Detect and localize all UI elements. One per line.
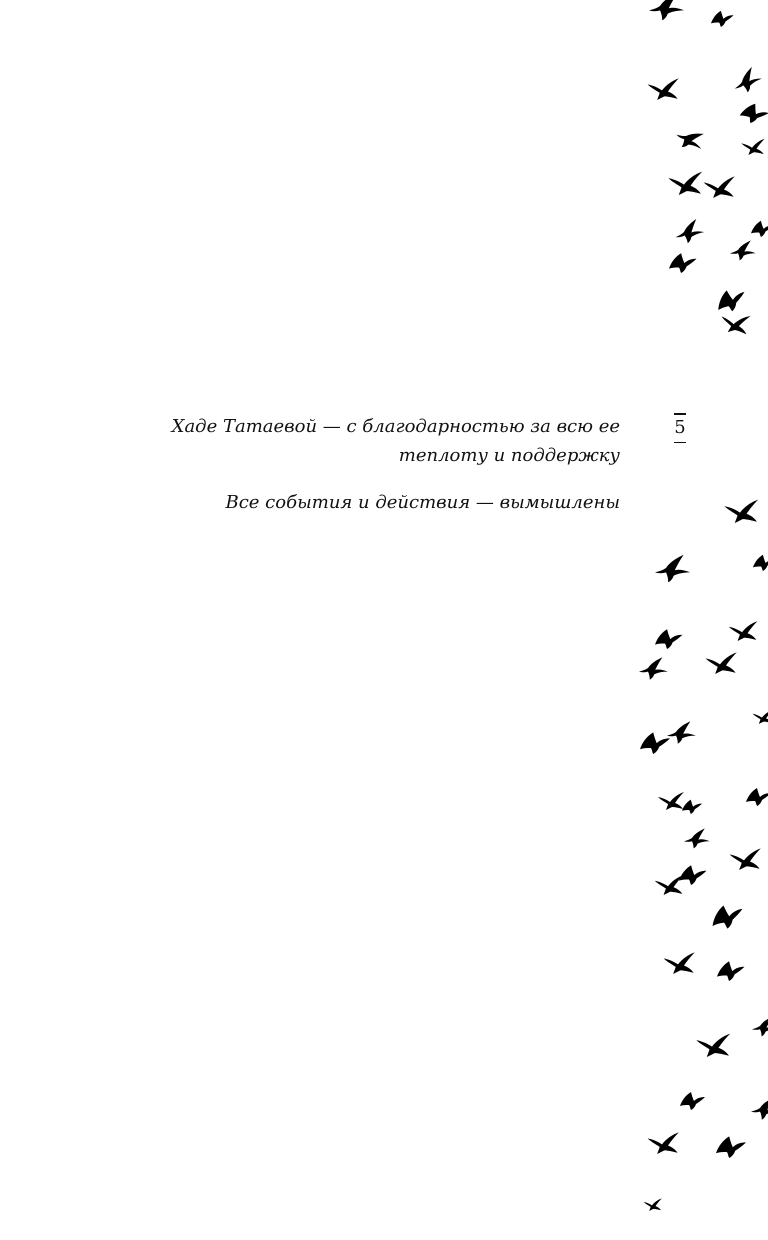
bird-icon: [673, 218, 705, 245]
bird-icon: [696, 1034, 730, 1057]
bird-icon: [648, 1132, 679, 1154]
bird-icon: [752, 1016, 768, 1036]
bird-icon: [680, 1092, 705, 1110]
bird-icon: [751, 1097, 768, 1120]
bird-icon: [668, 172, 702, 195]
bird-icon: [669, 253, 697, 273]
bird-icon: [649, 0, 684, 20]
birds-bottom-group: [639, 500, 768, 1211]
birds-top-group: [648, 0, 768, 336]
bird-icon: [739, 101, 768, 127]
fiction-disclaimer: Все события и действия — вымышлены: [225, 492, 620, 513]
bird-icon: [724, 500, 758, 523]
bird-icon: [729, 621, 758, 641]
bird-icon: [751, 221, 768, 237]
bird-icon: [664, 952, 695, 974]
bird-icon: [730, 240, 756, 260]
bird-icon: [672, 122, 708, 156]
bird-icon: [730, 65, 765, 96]
bird-icon: [719, 311, 751, 335]
bird-icon: [655, 629, 683, 649]
dedication-line-2: теплоту и поддержку: [398, 445, 620, 466]
bird-icon: [644, 1198, 662, 1211]
bird-icon: [714, 286, 749, 315]
page-number: 5: [673, 413, 687, 441]
bird-icon: [679, 865, 707, 885]
bird-icon: [741, 139, 764, 155]
bird-icon: [684, 828, 710, 848]
bird-icon: [655, 555, 690, 583]
bird-icon: [658, 792, 684, 810]
bird-icon: [711, 11, 734, 27]
bird-icon: [648, 78, 679, 100]
bird-icon: [682, 800, 702, 814]
bird-icon: [640, 732, 670, 754]
bird-icon: [655, 875, 684, 895]
bird-icon: [753, 555, 768, 571]
bird-icon: [717, 961, 745, 981]
bird-icon: [706, 652, 737, 674]
bird-icon: [639, 657, 668, 680]
bird-icon: [709, 902, 745, 931]
bird-icon: [704, 176, 735, 198]
bird-icon: [730, 848, 761, 870]
dedication-line-1: Хаде Татаевой — с благодарностью за всю ее: [171, 416, 620, 437]
bird-icon: [716, 1136, 746, 1158]
bird-icon: [746, 788, 768, 806]
bird-icon: [667, 721, 696, 744]
bird-icon: [752, 710, 768, 724]
